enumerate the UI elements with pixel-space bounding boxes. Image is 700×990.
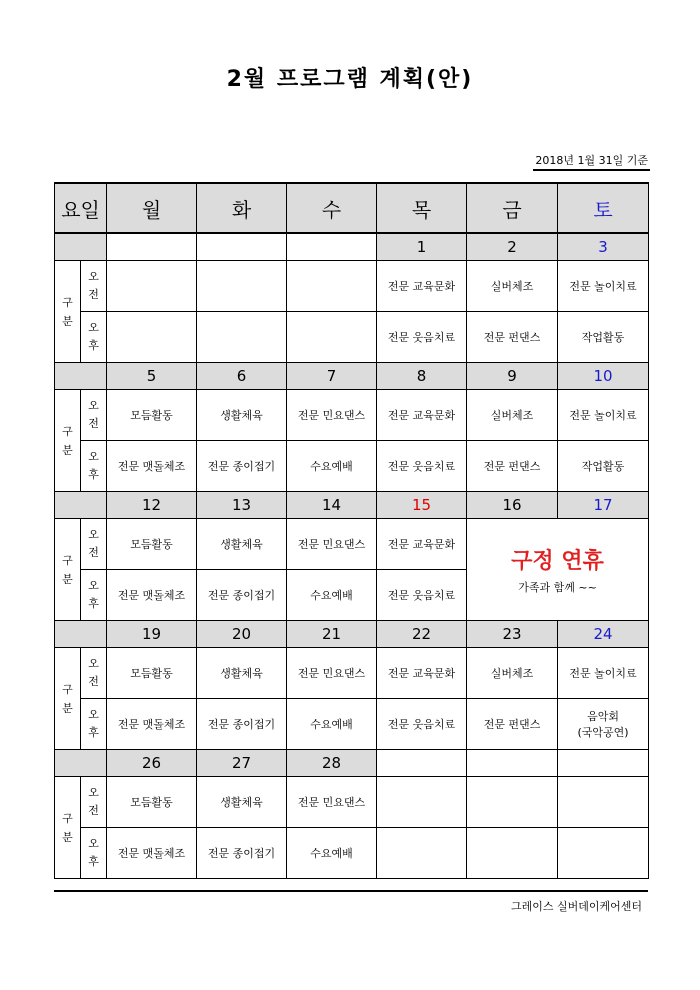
program-cell: 수요예배	[287, 828, 377, 879]
date-cell	[558, 750, 649, 777]
weekday-sat: 토	[558, 183, 649, 233]
program-cell: 모듬활동	[107, 390, 197, 441]
afternoon-text: 오 후	[88, 837, 99, 868]
program-cell: 실버체조	[467, 261, 558, 312]
date-cell	[467, 750, 558, 777]
morning-row	[55, 261, 649, 312]
date-row-blank	[55, 363, 107, 390]
date-cell: 9	[467, 363, 558, 390]
program-cell: 전문 교육문화	[377, 390, 467, 441]
program-cell	[377, 828, 467, 879]
program-cell: 실버체조	[467, 390, 558, 441]
morning-label	[81, 777, 107, 828]
date-cell: 17	[558, 492, 649, 519]
program-cell: 생활체육	[197, 519, 287, 570]
gubun-label	[55, 648, 81, 750]
date-cell: 26	[107, 750, 197, 777]
program-cell: 전문 펀댄스	[467, 441, 558, 492]
afternoon-label	[81, 699, 107, 750]
program-cell: 전문 민요댄스	[287, 648, 377, 699]
afternoon-text: 오 후	[88, 450, 99, 481]
program-cell: 전문 교육문화	[377, 648, 467, 699]
weekday-wed: 수	[287, 183, 377, 233]
date-cell: 10	[558, 363, 649, 390]
gubun-text: 구 분	[62, 553, 73, 586]
date-cell: 15	[377, 492, 467, 519]
morning-label	[81, 261, 107, 312]
date-cell: 8	[377, 363, 467, 390]
morning-text: 오 전	[88, 270, 99, 301]
date-cell: 20	[197, 621, 287, 648]
program-cell: 전문 웃음치료	[377, 570, 467, 621]
gubun-text: 구 분	[62, 424, 73, 457]
date-cell: 19	[107, 621, 197, 648]
program-cell: 모듬활동	[107, 648, 197, 699]
morning-text: 오 전	[88, 657, 99, 688]
program-cell: 음악회 (국악공연)	[558, 699, 649, 750]
gubun-label	[55, 519, 81, 621]
date-row-blank	[55, 492, 107, 519]
program-cell: 전문 웃음치료	[377, 312, 467, 363]
date-cell	[287, 233, 377, 261]
date-cell: 21	[287, 621, 377, 648]
date-row	[55, 233, 649, 261]
holiday-subtitle: 가족과 함께 ~~	[518, 581, 597, 594]
program-cell: 전문 놀이치료	[558, 390, 649, 441]
date-cell: 2	[467, 233, 558, 261]
gubun-label	[55, 261, 81, 363]
morning-row	[55, 390, 649, 441]
afternoon-text: 오 후	[88, 708, 99, 739]
date-cell	[107, 233, 197, 261]
program-cell: 전문 놀이치료	[558, 261, 649, 312]
program-cell: 전문 웃음치료	[377, 699, 467, 750]
program-cell	[287, 261, 377, 312]
gubun-text: 구 분	[62, 295, 73, 328]
date-cell: 5	[107, 363, 197, 390]
program-cell	[107, 261, 197, 312]
date-cell: 22	[377, 621, 467, 648]
holiday-cell	[467, 519, 649, 621]
program-cell: 수요예배	[287, 699, 377, 750]
date-row	[55, 750, 649, 777]
holiday-title: 구정 연휴	[511, 549, 604, 574]
morning-label	[81, 390, 107, 441]
footer-center-name: 그레이스 실버데이케어센터	[510, 900, 642, 913]
program-cell	[467, 828, 558, 879]
program-cell: 전문 민요댄스	[287, 390, 377, 441]
weekday-thu: 목	[377, 183, 467, 233]
program-cell: 전문 민요댄스	[287, 519, 377, 570]
afternoon-row	[55, 828, 649, 879]
morning-text: 오 전	[88, 528, 99, 559]
morning-text: 오 전	[88, 399, 99, 430]
program-cell: 전문 종이접기	[197, 441, 287, 492]
program-cell: 생활체육	[197, 648, 287, 699]
weekday-mon: 월	[107, 183, 197, 233]
date-row-blank	[55, 233, 107, 261]
date-cell: 12	[107, 492, 197, 519]
date-row-blank	[55, 750, 107, 777]
page-title: 2월 프로그램 계획(안)	[226, 67, 474, 92]
date-row	[55, 621, 649, 648]
program-cell: 전문 종이접기	[197, 828, 287, 879]
program-cell: 생활체육	[197, 777, 287, 828]
program-cell: 전문 종이접기	[197, 699, 287, 750]
program-cell	[197, 261, 287, 312]
program-cell: 전문 맷돌체조	[107, 699, 197, 750]
program-cell	[558, 828, 649, 879]
weekday-fri: 금	[467, 183, 558, 233]
program-cell: 전문 맷돌체조	[107, 441, 197, 492]
afternoon-label	[81, 312, 107, 363]
weekday-header-row	[55, 183, 649, 233]
morning-label	[81, 648, 107, 699]
program-cell: 작업활동	[558, 441, 649, 492]
morning-row	[55, 777, 649, 828]
date-cell: 28	[287, 750, 377, 777]
afternoon-row	[55, 441, 649, 492]
program-cell: 전문 교육문화	[377, 261, 467, 312]
program-cell: 실버체조	[467, 648, 558, 699]
date-cell: 27	[197, 750, 287, 777]
date-cell: 6	[197, 363, 287, 390]
program-cell: 생활체육	[197, 390, 287, 441]
afternoon-label	[81, 828, 107, 879]
morning-text: 오 전	[88, 786, 99, 817]
program-cell: 전문 펀댄스	[467, 312, 558, 363]
program-cell	[467, 777, 558, 828]
program-cell	[197, 312, 287, 363]
program-cell	[377, 777, 467, 828]
program-cell: 전문 민요댄스	[287, 777, 377, 828]
program-cell: 전문 놀이치료	[558, 648, 649, 699]
date-cell: 14	[287, 492, 377, 519]
program-calendar-table	[54, 182, 649, 879]
date-cell: 3	[558, 233, 649, 261]
date-row	[55, 492, 649, 519]
program-cell	[287, 312, 377, 363]
program-cell: 모듬활동	[107, 777, 197, 828]
date-cell: 7	[287, 363, 377, 390]
afternoon-label	[81, 441, 107, 492]
weekday-tue: 화	[197, 183, 287, 233]
date-cell: 24	[558, 621, 649, 648]
date-cell	[197, 233, 287, 261]
gubun-text: 구 분	[62, 811, 73, 844]
gubun-label	[55, 390, 81, 492]
afternoon-label	[81, 570, 107, 621]
date-cell: 23	[467, 621, 558, 648]
afternoon-row	[55, 312, 649, 363]
program-cell: 전문 맷돌체조	[107, 828, 197, 879]
basis-date: 2018년 1월 31일 기준	[533, 151, 650, 171]
date-cell: 13	[197, 492, 287, 519]
afternoon-text: 오 후	[88, 321, 99, 352]
gubun-text: 구 분	[62, 682, 73, 715]
afternoon-text: 오 후	[88, 579, 99, 610]
date-cell: 16	[467, 492, 558, 519]
morning-row	[55, 648, 649, 699]
gubun-label	[55, 777, 81, 879]
afternoon-row	[55, 699, 649, 750]
date-cell	[377, 750, 467, 777]
program-cell: 전문 웃음치료	[377, 441, 467, 492]
date-row-blank	[55, 621, 107, 648]
program-cell	[558, 777, 649, 828]
program-cell: 모듬활동	[107, 519, 197, 570]
program-cell: 수요예배	[287, 570, 377, 621]
footer-divider	[54, 890, 648, 892]
program-cell: 전문 종이접기	[197, 570, 287, 621]
program-cell: 전문 교육문화	[377, 519, 467, 570]
program-cell: 전문 맷돌체조	[107, 570, 197, 621]
program-cell: 수요예배	[287, 441, 377, 492]
morning-row	[55, 519, 649, 570]
yoil-header: 요일	[55, 183, 107, 233]
morning-label	[81, 519, 107, 570]
program-cell: 전문 펀댄스	[467, 699, 558, 750]
date-row	[55, 363, 649, 390]
program-cell: 작업활동	[558, 312, 649, 363]
date-cell: 1	[377, 233, 467, 261]
program-cell	[107, 312, 197, 363]
